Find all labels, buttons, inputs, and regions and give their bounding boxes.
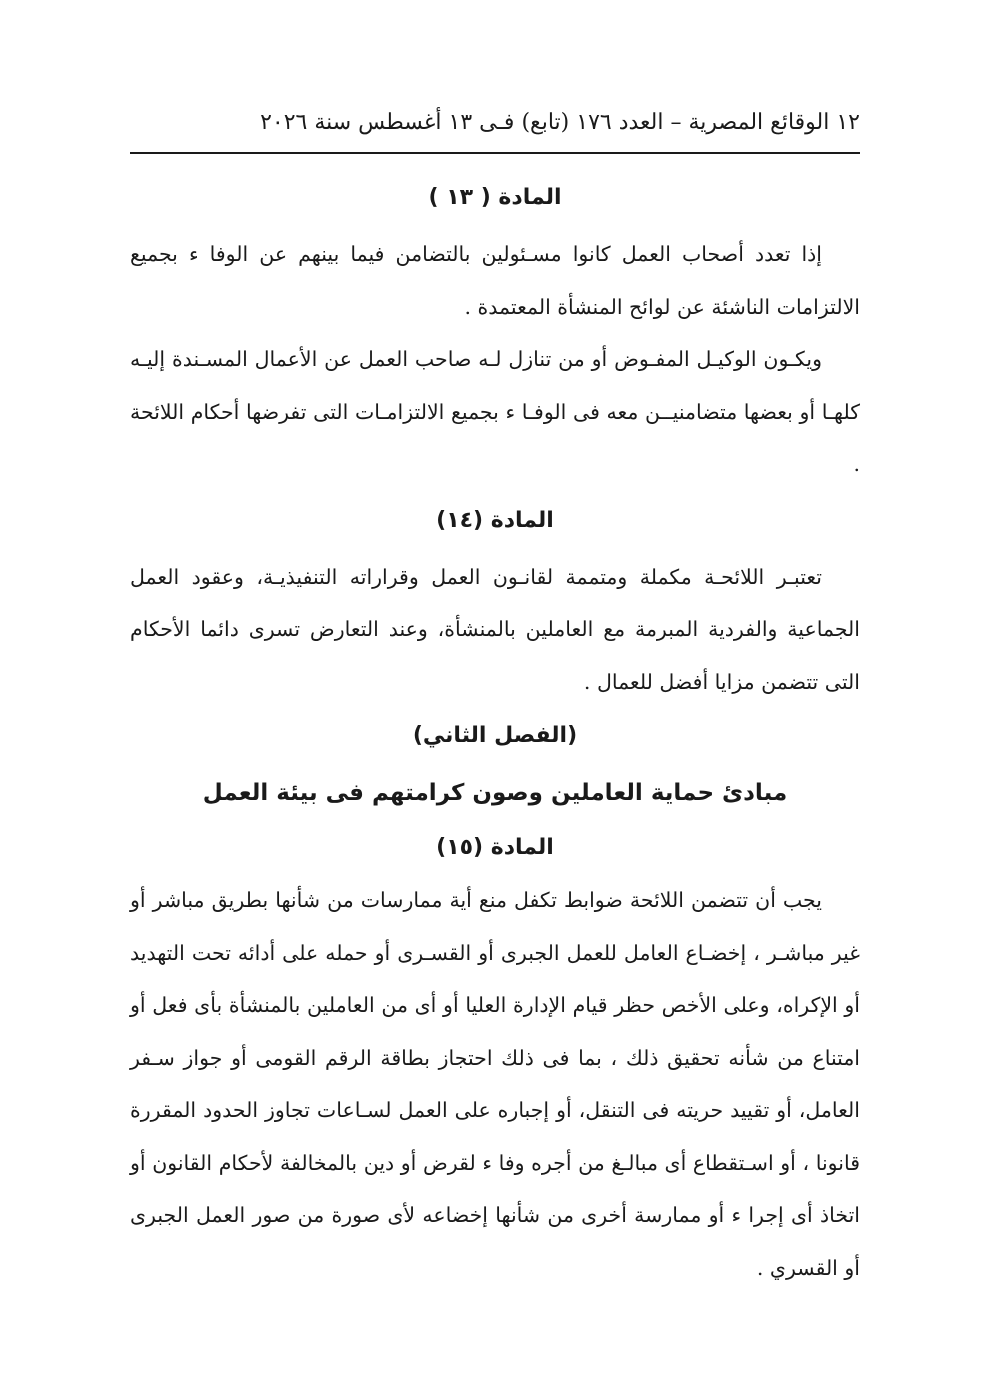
chapter-title: (الفصل الثاني) [412,723,578,748]
document-page [130,98,860,1294]
article-13-paragraph-1: إذا تعدد أصحاب العمل كانوا مسـئولين بالتضامن فيما بينهم عن الوفا ء بجميع الالتزامات الناشئة عن لوائح المنشأة المعتمدة . [130,242,860,319]
article-13-paragraph-2: ويكـون الوكيـل المفـوض أو من تنازل لـه صاحب العمل عن الأعمال المسـندة إليـه كلهـا أو بعضها متضامنيــن معه فى الوفـا ء بجميع الالتزامـات التى تفرضها أحكام اللائحة . [130,347,860,476]
article-14-paragraph: تعتبـر اللائحـة مكملة ومتممة لقانـون العمل وقراراته التنفيذيـة، وعقود العمل الجماعية والفردية المبرمة مع العاملين بالمنشأة، وعند التعارض تسرى دائما الأحكام التى تتضمن مزايا أفضل للعمال . [130,564,860,694]
article-14-heading: المادة (١٤) [436,507,554,533]
article-15-paragraph: يجب أن تتضمن اللائحة ضوابط تكفل منع أية ممارسات من شأنها بطريق مباشر أو غير مباشـر ، إخضـاع العامل للعمل الجبرى أو القسـرى أو حمله على أدائه تحت التهديد أو الإكراه، وعلى الأخص حظر قيام الإدارة العليا أو أى من العاملين بالمنشأة بأى فعل أو امتناع من شأنه تحقيق ذلك ، بما فى ذلك احتجاز بطاقة الرقم القومى أو جواز سـفر العامل، أو تقييد حريته فى التنقل، أو إجباره على العمل لسـاعات تجاوز الحدود المقررة قانونا ، أو اسـتقطاع أى مبالـغ من أجره وفا ء لقرض أو دين بالمخالفة لأحكام القانون أو اتخاذ أى إجرا ء أو ممارسة أخرى من شأنها إخضاعه لأى صورة من صور العمل الجبرى أو القسري . [130,888,861,1280]
chapter-subtitle: مبادئ حماية العاملين وصون كرامتهم فى بيئة العمل [202,780,788,806]
running-header: ١٢ الوقائع المصرية – العدد ١٧٦ (تابع) فـى ١٣ أغسطس سنة ٢٠٢٦ [260,110,860,135]
article-15-heading: المادة (١٥) [436,835,554,860]
article-13-heading: المادة ( ١٣ ) [428,185,562,210]
header-rule [130,152,860,154]
